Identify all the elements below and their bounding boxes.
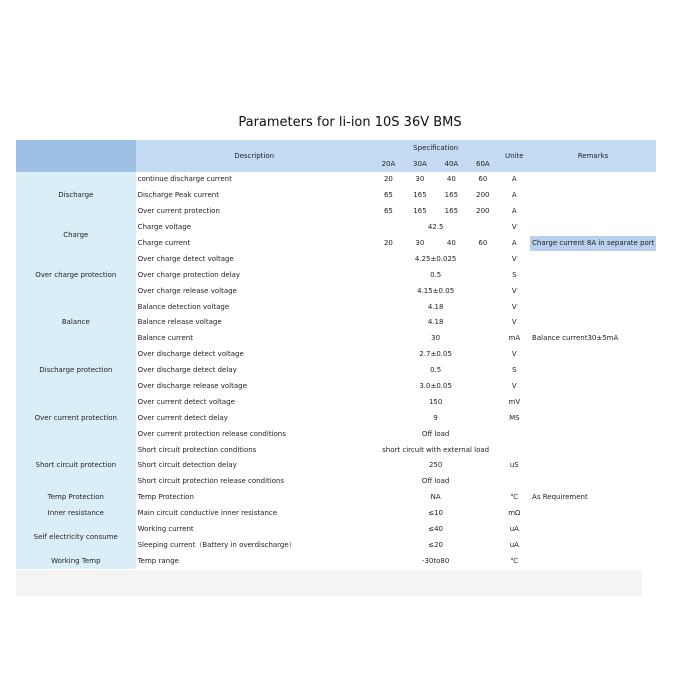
unit-cell [499, 426, 530, 442]
unit-cell: mΩ [508, 509, 521, 518]
description-cell: Balance detection voltage [137, 302, 230, 311]
table-row [16, 299, 656, 315]
spec-value-cell: 60 [478, 175, 488, 184]
table-row [16, 490, 656, 506]
category-cell: Charge [16, 220, 136, 252]
table-row [16, 251, 656, 267]
description-cell: Charge current [137, 239, 191, 247]
unit-cell: A [511, 207, 517, 216]
spec-merged-cell: 42.5 [427, 223, 444, 232]
description-cell: Balance current [137, 334, 193, 343]
spec-merged-cell: 4.15±0.05 [417, 286, 455, 295]
category-cell: Short circuit protection [16, 442, 136, 490]
remark-cell [530, 283, 656, 299]
table-body [16, 172, 656, 569]
unit-cell: mV [508, 397, 521, 406]
spec-value-cell: 200 [476, 191, 490, 200]
category-cell: Balance [16, 299, 136, 347]
unit-cell: V [511, 223, 517, 232]
description-cell: Charge voltage [137, 223, 192, 232]
spec-value-cell: 60 [478, 239, 488, 247]
spec-merged-cell: 150 [428, 397, 443, 406]
spec-merged-cell: ≤20 [428, 540, 444, 549]
description-cell: Over charge protection delay [137, 270, 241, 279]
spec-value-cell: 20 [383, 175, 393, 184]
category-cell: Discharge protection [16, 347, 136, 395]
category-cell: Temp Protection [16, 490, 136, 506]
description-cell: Over current detect voltage [137, 397, 235, 406]
spec-value-cell: 40 [446, 175, 456, 184]
category-cell: Over current protection [16, 394, 136, 442]
table-row [16, 220, 656, 236]
remark-cell: As Requirement [532, 493, 588, 502]
table-row [16, 442, 656, 458]
spec-merged-cell: 4.18 [427, 302, 444, 311]
description-cell: Over current protection release conditions [137, 429, 286, 438]
description-cell: Discharge Peak current [137, 191, 219, 200]
spec-merged-cell: NA [430, 493, 441, 502]
description-cell: Short circuit detection delay [137, 461, 237, 470]
remark-cell [530, 220, 656, 236]
unit-cell: ℃ [510, 556, 519, 565]
remark-cell [530, 363, 656, 379]
description-cell: Balance release voltage [137, 318, 222, 327]
unit-cell: uS [509, 461, 519, 470]
spec-merged-cell: 3.0±0.05 [419, 382, 452, 391]
remark-cell [530, 458, 656, 474]
unit-cell: V [511, 286, 517, 295]
unit-cell: V [511, 254, 517, 263]
spec-merged-cell: 9 [433, 413, 438, 422]
table-row [16, 347, 656, 363]
footer-band [16, 570, 642, 596]
spec-merged-cell: 4.18 [427, 318, 444, 327]
description-cell: Over discharge detect delay [137, 366, 237, 375]
description-cell: Over current detect delay [137, 413, 228, 422]
spec-merged-cell: 30 [431, 334, 441, 343]
category-cell: Self electricity consume [16, 522, 136, 554]
unit-cell: uA [509, 540, 519, 549]
bms-parameter-table [16, 140, 656, 569]
table-row [16, 553, 656, 569]
unit-cell: V [511, 382, 517, 391]
description-cell: Short circuit protection release conditions [137, 477, 285, 486]
category-cell: Working Temp [16, 553, 136, 569]
remark-cell [530, 442, 656, 458]
unit-cell: A [511, 239, 517, 247]
header-unite: Unite [499, 140, 530, 172]
description-cell: Over discharge detect voltage [137, 350, 244, 359]
remark-cell [530, 553, 656, 569]
remark-cell [530, 394, 656, 410]
remark-cell: Balance current30±5mA [532, 334, 619, 343]
description-cell: Working current [137, 525, 194, 534]
spec-value-cell: 165 [413, 207, 427, 216]
spec-value-cell: 40 [446, 239, 456, 247]
unit-cell: S [512, 366, 517, 375]
remark-cell [530, 474, 656, 490]
unit-cell: A [511, 175, 517, 184]
header-spec-60a: 60A [467, 156, 498, 172]
description-cell: Short circuit protection conditions [137, 445, 257, 454]
page-title: Parameters for li-ion 10S 36V BMS [238, 115, 462, 130]
unit-cell: V [511, 318, 517, 327]
category-cell: Over charge protection [16, 251, 136, 299]
unit-cell: S [512, 270, 517, 279]
spec-value-cell: 200 [476, 207, 490, 216]
unit-cell: uA [509, 525, 519, 534]
remark-cell [530, 379, 656, 395]
spec-merged-cell: 0.5 [430, 270, 442, 279]
category-cell: Inner resistance [16, 506, 136, 522]
spec-value-cell: 20 [383, 239, 393, 247]
spec-value-cell: 65 [383, 207, 393, 216]
description-cell: Temp range [137, 556, 179, 565]
unit-cell: V [511, 350, 517, 359]
spec-value-cell: 30 [415, 239, 425, 247]
table-row [16, 506, 656, 522]
description-cell: Over current protection [137, 207, 220, 216]
spec-value-cell: 30 [415, 175, 425, 184]
table-row [16, 394, 656, 410]
spec-merged-cell: 2.7±0.05 [419, 350, 452, 359]
remark-cell [530, 522, 656, 538]
spec-merged-cell: 250 [428, 461, 443, 470]
header-spec-40a: 40A [436, 156, 467, 172]
remark-cell [530, 537, 656, 553]
remark-cell [530, 251, 656, 267]
spec-merged-cell: ≤40 [428, 525, 444, 534]
description-cell: Main circuit conductive inner resistance [137, 509, 278, 518]
remark-cell [530, 204, 656, 220]
header-remarks: Remarks [530, 140, 656, 172]
unit-cell: MS [509, 413, 520, 422]
remark-cell [530, 315, 656, 331]
spec-merged-cell: short circuit with external load [382, 445, 490, 454]
spec-value-cell: 65 [383, 191, 393, 200]
description-cell: Over charge release voltage [137, 286, 237, 295]
description-cell: Over charge detect voltage [137, 254, 234, 263]
category-cell: Discharge [16, 172, 136, 220]
unit-cell: ℃ [510, 493, 519, 502]
remark-cell-highlighted: Charge current 8A in separate port [530, 236, 656, 252]
spec-value-cell: 165 [444, 191, 459, 200]
unit-cell: V [511, 302, 517, 311]
header-specification: Specification [373, 140, 499, 156]
header-blank-cell [16, 140, 136, 172]
table-row [16, 172, 656, 188]
unit-cell: A [511, 191, 517, 200]
header-description: Description [136, 140, 373, 172]
spec-merged-cell: Off load [421, 429, 450, 438]
spec-merged-cell: 0.5 [430, 366, 442, 375]
table-row [16, 522, 656, 538]
description-cell: Over discharge release voltage [137, 382, 247, 391]
remark-cell [530, 299, 656, 315]
remark-cell [530, 426, 656, 442]
spec-merged-cell: ≤10 [428, 509, 444, 518]
unit-cell [499, 474, 530, 490]
remark-cell [530, 188, 656, 204]
spec-value-cell: 165 [444, 207, 459, 216]
unit-cell [499, 442, 530, 458]
description-cell: Sleeping current（Battery in overdischarge） [137, 540, 296, 549]
spec-merged-cell: Off load [421, 477, 450, 486]
header-spec-30a: 30A [404, 156, 435, 172]
remark-cell [530, 172, 656, 188]
unit-cell: mA [508, 334, 521, 343]
spec-value-cell: 165 [413, 191, 427, 200]
description-cell: continue discharge current [137, 175, 232, 184]
remark-cell [530, 267, 656, 283]
remark-cell [530, 410, 656, 426]
remark-cell [530, 506, 656, 522]
spec-merged-cell: -30to80 [421, 556, 450, 565]
description-cell: Temp Protection [137, 493, 194, 502]
remark-cell [530, 347, 656, 363]
header-spec-20a: 20A [373, 156, 404, 172]
spec-merged-cell: 4.25±0.025 [414, 254, 457, 263]
